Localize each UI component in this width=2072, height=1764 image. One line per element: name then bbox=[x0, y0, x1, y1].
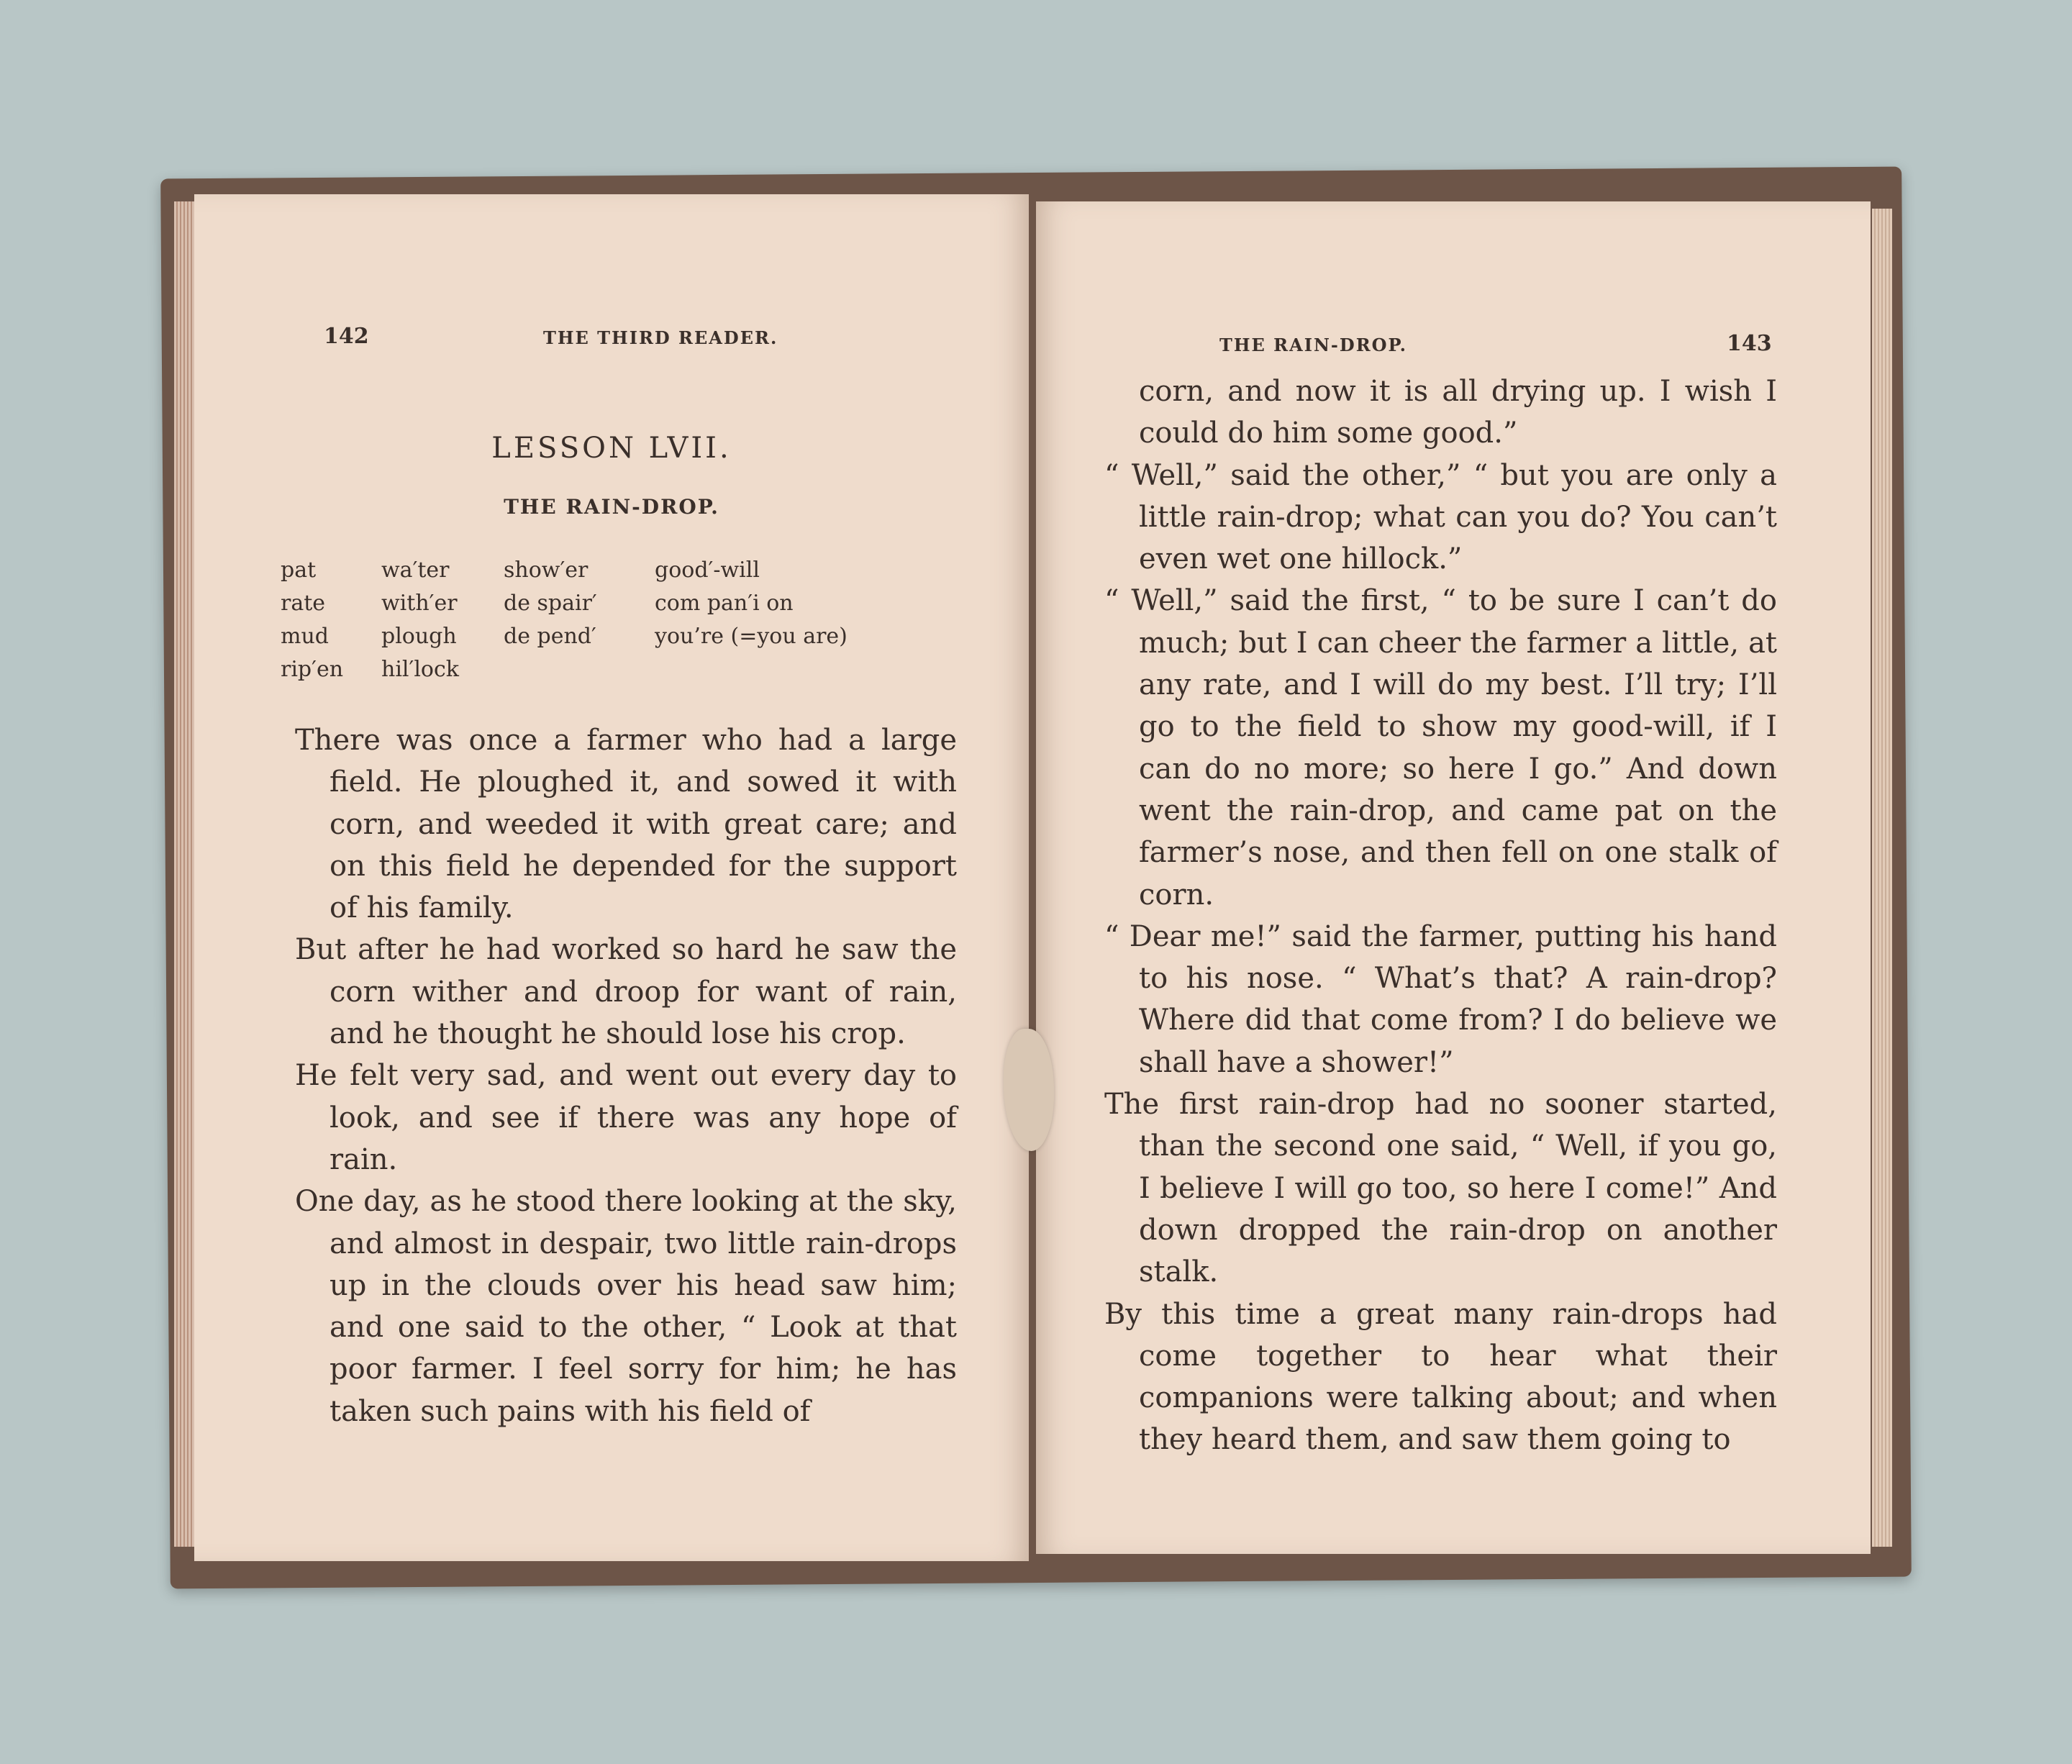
paragraph: But after he had worked so hard he saw the corn wither and droop for want of rain, and he thought he should lose his crop. bbox=[295, 933, 957, 1051]
vocab-column bbox=[281, 554, 343, 686]
page-number-left: 142 bbox=[324, 324, 369, 349]
paragraph: There was once a farmer who had a large field. He ploughed it, and sowed it with corn, and weeded it with great care; and on this field he depended for the support of his family. bbox=[295, 724, 957, 925]
vocab-word: de spair′ bbox=[504, 591, 597, 616]
vocab-word: mud bbox=[281, 624, 329, 649]
vocab-word: rate bbox=[281, 591, 326, 616]
vocab-word: wa′ter bbox=[381, 558, 450, 583]
vocab-word: with′er bbox=[381, 591, 458, 616]
vocab-column bbox=[655, 554, 848, 653]
body-text-left bbox=[295, 719, 957, 1432]
vocab-column bbox=[381, 554, 459, 686]
paragraph: By this time a great many rain-drops had come together to hear what their companions were talking about; and when they heard them, and saw them going to bbox=[1104, 1297, 1777, 1457]
vocab-word: you’re (=you are) bbox=[655, 624, 848, 649]
page-number-right: 143 bbox=[1727, 331, 1772, 356]
vocab-word: good′-will bbox=[655, 558, 760, 583]
paragraph: “ Well,” said the other,” “ but you are only a little rain-drop; what can you do? You can’t even wet one hillock.” bbox=[1104, 458, 1777, 576]
paragraph: The first rain-drop had no sooner started, than the second one said, “ Well, if you go, I believe I will go too, so here I come!” And down dropped the rain-drop on another stalk. bbox=[1104, 1088, 1777, 1289]
vocab-word: plough bbox=[381, 624, 457, 649]
vocab-word: de pend′ bbox=[504, 624, 596, 649]
left-page bbox=[194, 194, 1029, 1561]
right-page bbox=[1036, 201, 1871, 1554]
running-head-left: THE THIRD READER. bbox=[543, 327, 778, 348]
paragraph: “ Well,” said the first, “ to be sure I can’t do much; but I can cheer the farmer a little, at any rate, and I will do my best. I’ll try; I’ll go to the field to show my good-will, if I can do no more; so here I go.” And down went the rain-drop, and came pat on the farmer’s nose, and then fell on one stalk of corn. bbox=[1104, 584, 1777, 911]
vocab-word: pat bbox=[281, 558, 317, 583]
right-page-edges bbox=[1872, 209, 1892, 1547]
lesson-title: LESSON LVII. bbox=[491, 432, 732, 465]
vocab-word: rip′en bbox=[281, 657, 344, 682]
vocab-word: com pan′i on bbox=[655, 591, 794, 616]
paragraph-continuation: corn, and now it is all drying up. I wish I could do him some good.” bbox=[1139, 375, 1777, 450]
running-head-right: THE RAIN-DROP. bbox=[1219, 335, 1407, 355]
paragraph: One day, as he stood there looking at the sky, and almost in despair, two little rain-drops up in the clouds over his head saw him; and one said to the other, “ Look at that poor farmer. I feel sorry for him; he has taken such pains with his field of bbox=[295, 1185, 957, 1428]
body-text-right bbox=[1104, 370, 1777, 1461]
open-book bbox=[165, 173, 1907, 1583]
lesson-subtitle: THE RAIN-DROP. bbox=[504, 495, 719, 519]
left-page-edges bbox=[174, 201, 196, 1547]
paragraph: “ Dear me!” said the farmer, putting his hand to his nose. “ What’s that? A rain-drop? Where did that come from? I do believe we shall have a shower!” bbox=[1104, 919, 1777, 1079]
vocab-word: hil′lock bbox=[381, 657, 459, 682]
vocab-column bbox=[504, 554, 597, 653]
paragraph: He felt very sad, and went out every day to look, and see if there was any hope of rain. bbox=[295, 1059, 957, 1176]
vocab-word: show′er bbox=[504, 558, 589, 583]
